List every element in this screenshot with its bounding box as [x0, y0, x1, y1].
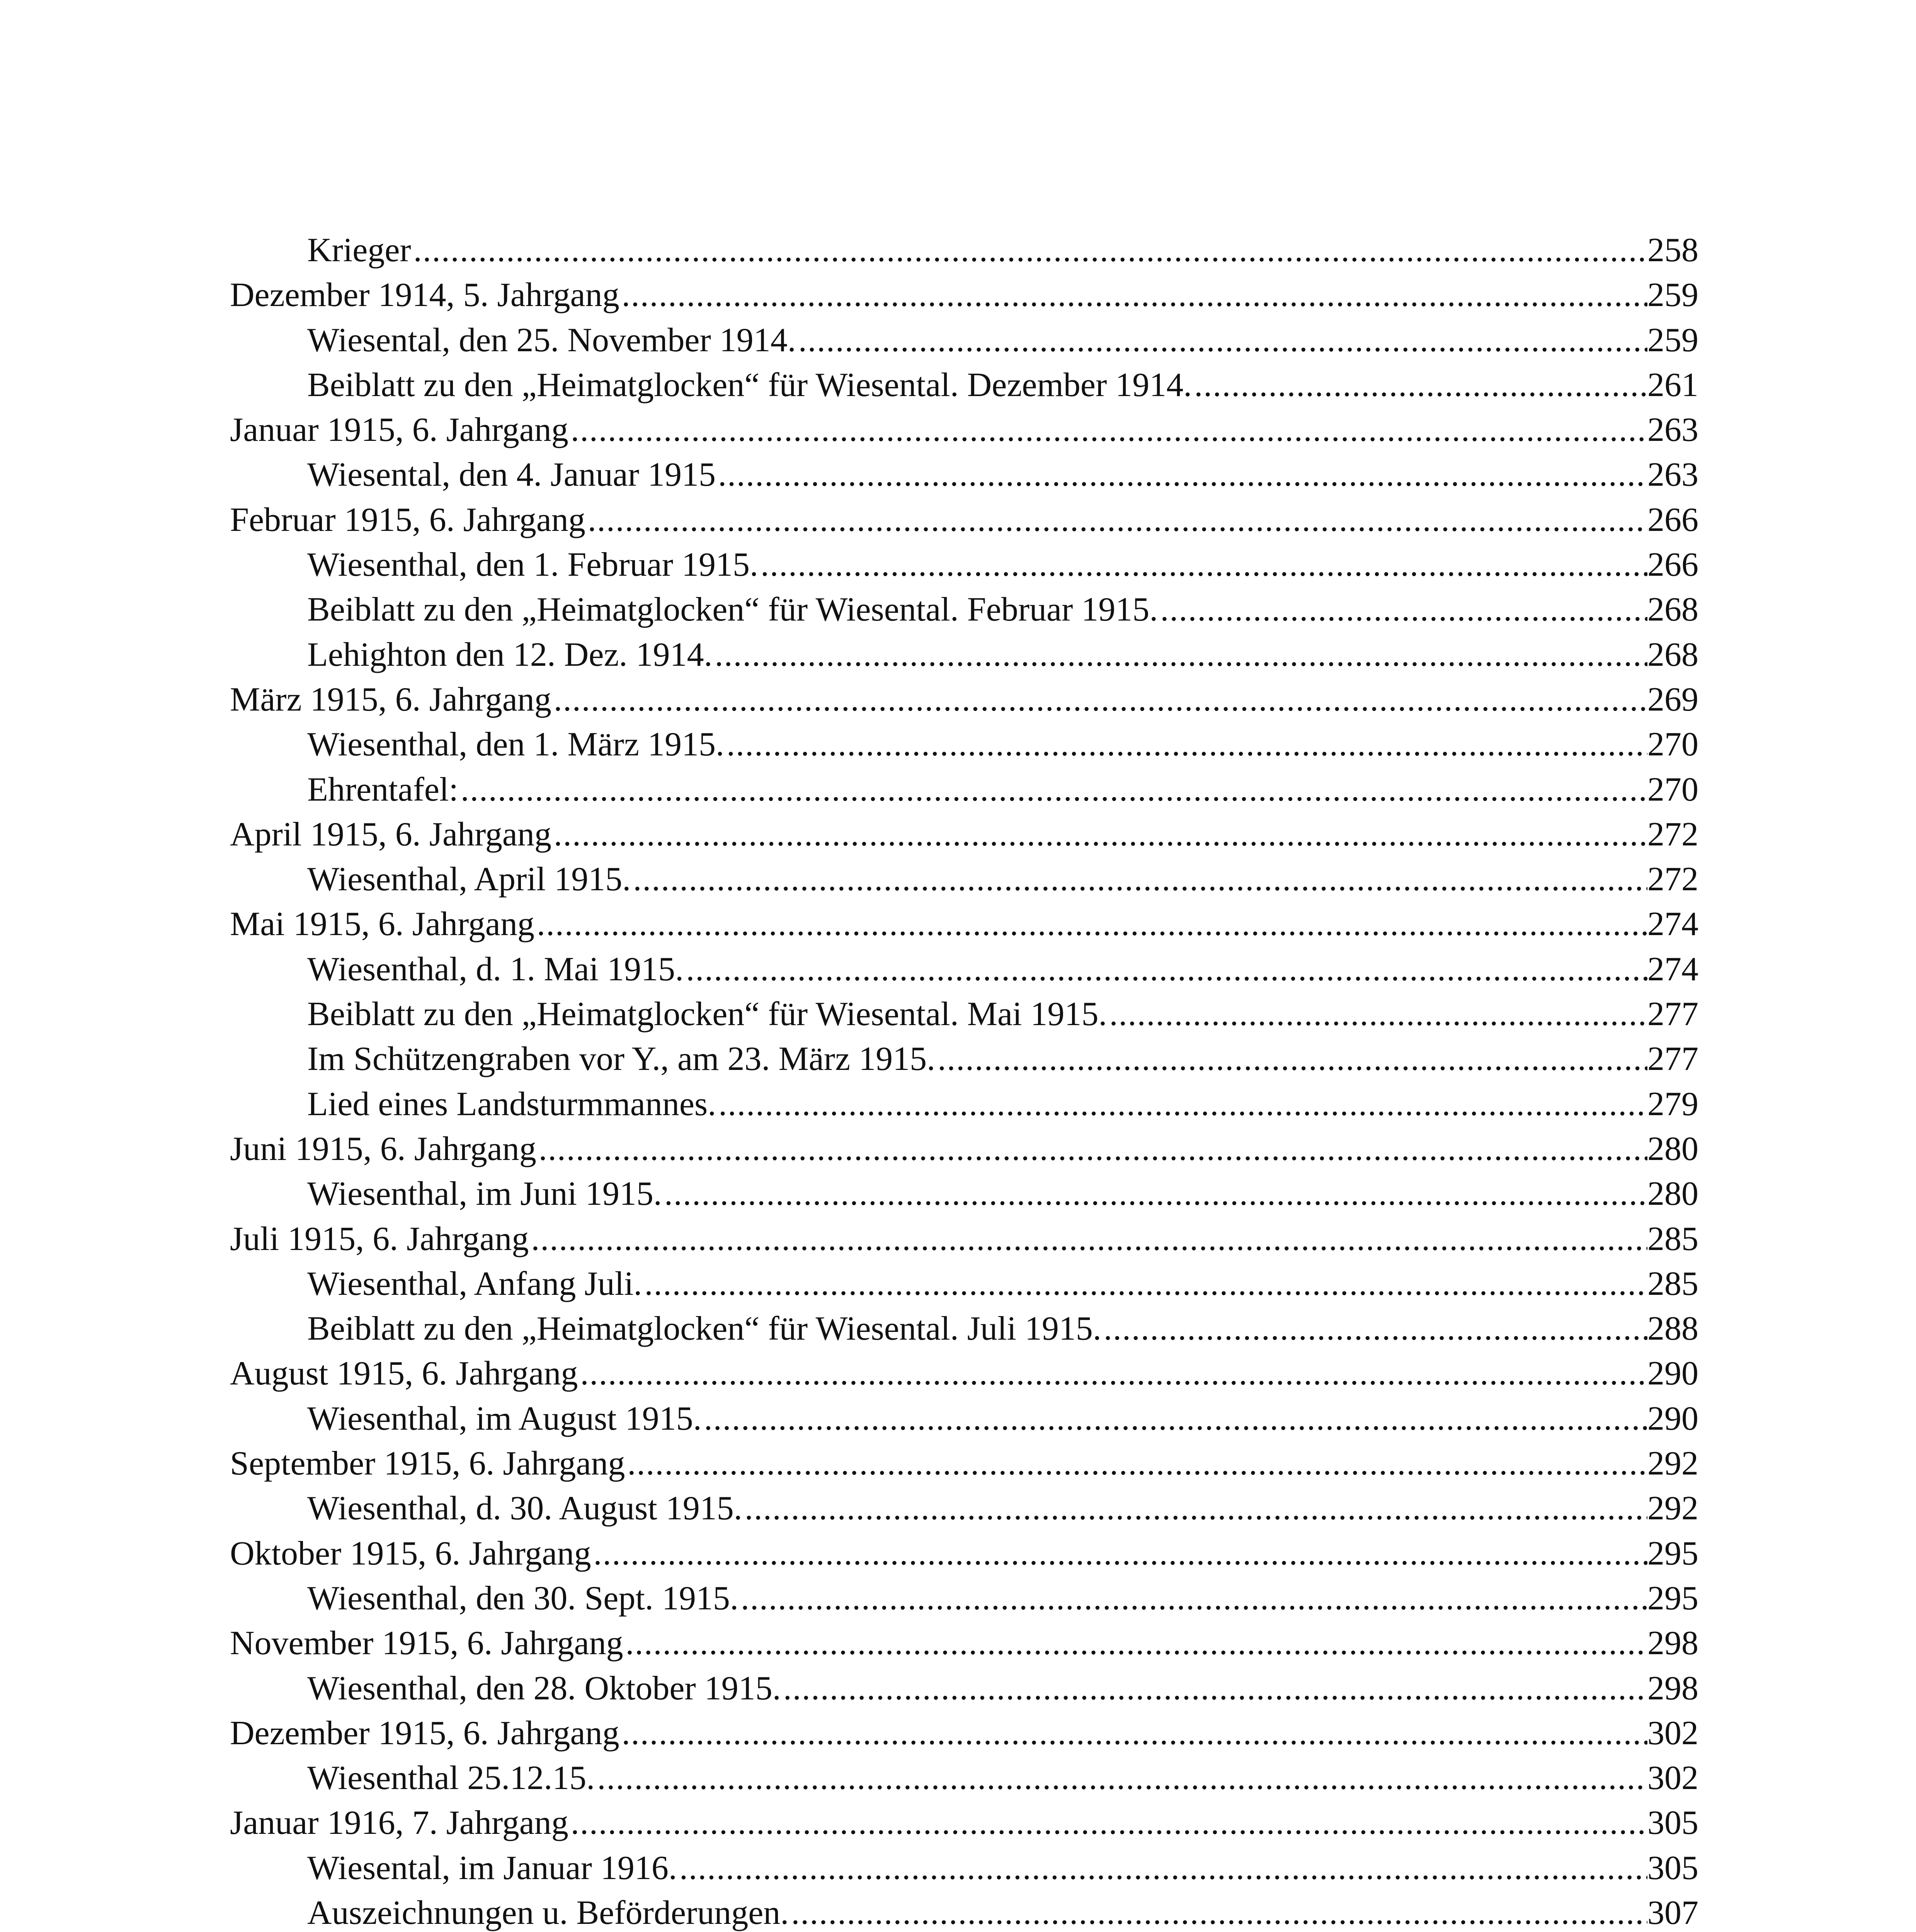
toc-section-entry[interactable] — [230, 498, 1698, 543]
toc-entry-title: Wiesental, im Januar 1916. — [307, 1849, 677, 1887]
toc-entry-title: Beiblatt zu den „Heimatglocken“ für Wiesental. Mai 1915. — [307, 995, 1107, 1033]
toc-dot-leader — [781, 1666, 1647, 1711]
toc-entry-title: Mai 1915, 6. Jahrgang — [230, 905, 534, 943]
toc-dot-leader — [935, 1037, 1647, 1082]
toc-entry-title: August 1915, 6. Jahrgang — [230, 1355, 578, 1393]
toc-entry-title: Wiesenthal, Anfang Juli. — [307, 1265, 642, 1303]
toc-entry-title: März 1915, 6. Jahrgang — [230, 680, 551, 718]
toc-entry-title: Wiesenthal, im Juni 1915. — [307, 1175, 662, 1213]
toc-subsection-entry[interactable] — [230, 1172, 1698, 1216]
toc-dot-leader — [411, 228, 1647, 273]
toc-entry-title: Wiesenthal, den 28. Oktober 1915. — [307, 1669, 781, 1707]
toc-dot-leader — [1158, 587, 1647, 632]
toc-section-entry[interactable] — [230, 273, 1698, 318]
toc-entry-title: Wiesenthal 25.12.15. — [307, 1759, 595, 1797]
toc-entry-title: Dezember 1914, 5. Jahrgang — [230, 276, 619, 314]
toc-entry-title: Wiesental, den 25. November 1914. — [307, 321, 796, 359]
toc-entry-title: Ehrentafel: — [307, 770, 458, 808]
toc-entry-title: Lehighton den 12. Dez. 1914. — [307, 636, 713, 673]
toc-subsection-entry[interactable] — [230, 318, 1698, 363]
toc-entry-title: Wiesenthal, den 1. Februar 1915. — [307, 546, 759, 584]
toc-section-entry[interactable] — [230, 1711, 1698, 1756]
toc-entry-page-number: 263 — [1647, 456, 1698, 494]
toc-entry-page-number: 259 — [1647, 321, 1698, 359]
toc-entry-title: April 1915, 6. Jahrgang — [230, 815, 551, 853]
toc-entry-page-number: 298 — [1647, 1669, 1698, 1707]
toc-subsection-entry[interactable] — [230, 228, 1698, 273]
toc-dot-leader — [619, 273, 1647, 318]
toc-dot-leader — [631, 857, 1647, 902]
toc-dot-leader — [684, 947, 1647, 992]
toc-entry-title: Dezember 1915, 6. Jahrgang — [230, 1714, 619, 1752]
toc-entry-title: Wiesenthal, im August 1915. — [307, 1400, 702, 1437]
toc-dot-leader — [534, 902, 1647, 947]
toc-entry-page-number: 298 — [1647, 1624, 1698, 1662]
toc-entry-title: Beiblatt zu den „Heimatglocken“ für Wiesental. Dezember 1914. — [307, 366, 1192, 404]
toc-subsection-entry[interactable] — [230, 992, 1698, 1037]
toc-entry-page-number: 292 — [1647, 1490, 1698, 1527]
toc-entry-page-number: 261 — [1647, 366, 1698, 404]
toc-entry-title: November 1915, 6. Jahrgang — [230, 1624, 623, 1662]
toc-subsection-entry[interactable] — [230, 1037, 1698, 1082]
toc-subsection-entry[interactable] — [230, 1306, 1698, 1351]
toc-entry-page-number: 266 — [1647, 501, 1698, 539]
toc-dot-leader — [551, 812, 1647, 857]
toc-entry-page-number: 290 — [1647, 1400, 1698, 1437]
toc-entry-title: Krieger — [307, 231, 411, 269]
toc-entry-page-number: 280 — [1647, 1175, 1698, 1213]
toc-dot-leader — [1107, 992, 1647, 1037]
table-of-contents — [230, 228, 1698, 1932]
toc-entry-page-number: 307 — [1647, 1894, 1698, 1932]
toc-entry-title: Beiblatt zu den „Heimatglocken“ für Wiesental. Juli 1915. — [307, 1310, 1101, 1348]
toc-dot-leader — [595, 1756, 1647, 1801]
toc-entry-title: Wiesenthal, den 1. März 1915. — [307, 726, 725, 764]
toc-dot-leader — [702, 1396, 1647, 1441]
toc-dot-leader — [551, 677, 1647, 722]
toc-dot-leader — [642, 1262, 1647, 1306]
toc-dot-leader — [716, 452, 1647, 497]
toc-subsection-entry[interactable] — [230, 1846, 1698, 1891]
toc-dot-leader — [568, 408, 1647, 452]
toc-subsection-entry[interactable] — [230, 1756, 1698, 1801]
toc-dot-leader — [625, 1441, 1647, 1486]
toc-subsection-entry[interactable] — [230, 633, 1698, 677]
toc-dot-leader — [677, 1846, 1647, 1891]
toc-section-entry[interactable] — [230, 1801, 1698, 1845]
toc-entry-title: Juni 1915, 6. Jahrgang — [230, 1130, 536, 1168]
toc-section-entry[interactable] — [230, 677, 1698, 722]
toc-section-entry[interactable] — [230, 1351, 1698, 1396]
toc-entry-page-number: 270 — [1647, 726, 1698, 764]
toc-entry-page-number: 295 — [1647, 1534, 1698, 1572]
toc-entry-page-number: 295 — [1647, 1579, 1698, 1617]
toc-entry-page-number: 270 — [1647, 770, 1698, 808]
toc-entry-page-number: 279 — [1647, 1085, 1698, 1123]
toc-entry-title: Februar 1915, 6. Jahrgang — [230, 501, 585, 539]
toc-dot-leader — [1192, 363, 1647, 408]
toc-dot-leader — [536, 1127, 1647, 1172]
toc-subsection-entry[interactable] — [230, 767, 1698, 812]
toc-section-entry[interactable] — [230, 1621, 1698, 1666]
toc-dot-leader — [742, 1486, 1647, 1531]
toc-entry-page-number: 268 — [1647, 636, 1698, 673]
toc-entry-page-number: 263 — [1647, 411, 1698, 449]
toc-subsection-entry[interactable] — [230, 1082, 1698, 1127]
toc-dot-leader — [585, 498, 1647, 543]
toc-subsection-entry[interactable] — [230, 543, 1698, 587]
toc-subsection-entry[interactable] — [230, 1666, 1698, 1711]
toc-dot-leader — [712, 633, 1647, 677]
toc-entry-title: Beiblatt zu den „Heimatglocken“ für Wiesental. Februar 1915. — [307, 591, 1158, 629]
toc-entry-page-number: 280 — [1647, 1130, 1698, 1168]
toc-dot-leader — [1101, 1306, 1647, 1351]
toc-section-entry[interactable] — [230, 408, 1698, 452]
toc-dot-leader — [758, 543, 1647, 587]
toc-entry-page-number: 259 — [1647, 276, 1698, 314]
toc-subsection-entry[interactable] — [230, 1262, 1698, 1306]
toc-entry-title: Auszeichnungen u. Beförderungen. — [307, 1894, 789, 1932]
toc-dot-leader — [591, 1531, 1647, 1576]
toc-subsection-entry[interactable] — [230, 1576, 1698, 1621]
toc-entry-title: Wiesenthal, d. 30. August 1915. — [307, 1490, 742, 1527]
toc-entry-page-number: 285 — [1647, 1220, 1698, 1258]
toc-subsection-entry[interactable] — [230, 1396, 1698, 1441]
toc-entry-page-number: 285 — [1647, 1265, 1698, 1303]
toc-entry-page-number: 272 — [1647, 815, 1698, 853]
toc-dot-leader — [578, 1351, 1647, 1396]
toc-entry-page-number: 302 — [1647, 1714, 1698, 1752]
toc-subsection-entry[interactable] — [230, 1486, 1698, 1531]
toc-entry-page-number: 292 — [1647, 1445, 1698, 1483]
toc-section-entry[interactable] — [230, 1441, 1698, 1486]
toc-entry-page-number: 274 — [1647, 905, 1698, 943]
toc-dot-leader — [458, 767, 1647, 812]
toc-subsection-entry[interactable] — [230, 363, 1698, 408]
toc-dot-leader — [619, 1711, 1647, 1756]
toc-dot-leader — [568, 1801, 1647, 1845]
toc-section-entry[interactable] — [230, 902, 1698, 947]
toc-subsection-entry[interactable] — [230, 722, 1698, 767]
toc-entry-title: Wiesenthal, d. 1. Mai 1915. — [307, 950, 684, 988]
toc-entry-page-number: 277 — [1647, 1040, 1698, 1078]
toc-section-entry[interactable] — [230, 812, 1698, 857]
toc-entry-page-number: 266 — [1647, 546, 1698, 584]
toc-entry-title: Wiesenthal, den 30. Sept. 1915. — [307, 1579, 738, 1617]
toc-entry-page-number: 277 — [1647, 995, 1698, 1033]
toc-entry-title: Wiesenthal, April 1915. — [307, 861, 631, 898]
toc-entry-title: Oktober 1915, 6. Jahrgang — [230, 1534, 591, 1572]
toc-entry-page-number: 305 — [1647, 1804, 1698, 1842]
toc-section-entry[interactable] — [230, 1127, 1698, 1172]
toc-entry-title: Juli 1915, 6. Jahrgang — [230, 1220, 529, 1258]
toc-dot-leader — [738, 1576, 1647, 1621]
toc-dot-leader — [662, 1172, 1647, 1216]
toc-dot-leader — [623, 1621, 1648, 1666]
toc-dot-leader — [796, 318, 1647, 363]
toc-subsection-entry[interactable] — [230, 947, 1698, 992]
toc-entry-title: Januar 1915, 6. Jahrgang — [230, 411, 568, 449]
toc-dot-leader — [716, 1082, 1647, 1127]
toc-entry-page-number: 288 — [1647, 1310, 1698, 1348]
toc-entry-title: Wiesental, den 4. Januar 1915 — [307, 456, 716, 494]
toc-entry-page-number: 258 — [1647, 231, 1698, 269]
toc-entry-page-number: 290 — [1647, 1355, 1698, 1393]
toc-section-entry[interactable] — [230, 1217, 1698, 1262]
toc-entry-title: Im Schützengraben vor Y., am 23. März 1915. — [307, 1040, 936, 1078]
toc-subsection-entry[interactable] — [230, 857, 1698, 902]
toc-dot-leader — [529, 1217, 1647, 1262]
toc-entry-page-number: 305 — [1647, 1849, 1698, 1887]
toc-subsection-entry[interactable] — [230, 452, 1698, 497]
toc-dot-leader — [789, 1891, 1647, 1932]
toc-dot-leader — [724, 722, 1647, 767]
toc-entry-page-number: 272 — [1647, 861, 1698, 898]
toc-section-entry[interactable] — [230, 1531, 1698, 1576]
toc-entry-title: Januar 1916, 7. Jahrgang — [230, 1804, 568, 1842]
toc-entry-page-number: 274 — [1647, 950, 1698, 988]
toc-entry-title: Lied eines Landsturmmannes. — [307, 1085, 716, 1123]
toc-subsection-entry[interactable] — [230, 1891, 1698, 1932]
toc-entry-page-number: 269 — [1647, 680, 1698, 718]
toc-entry-page-number: 302 — [1647, 1759, 1698, 1797]
toc-entry-title: September 1915, 6. Jahrgang — [230, 1445, 625, 1483]
toc-subsection-entry[interactable] — [230, 587, 1698, 632]
toc-entry-page-number: 268 — [1647, 591, 1698, 629]
